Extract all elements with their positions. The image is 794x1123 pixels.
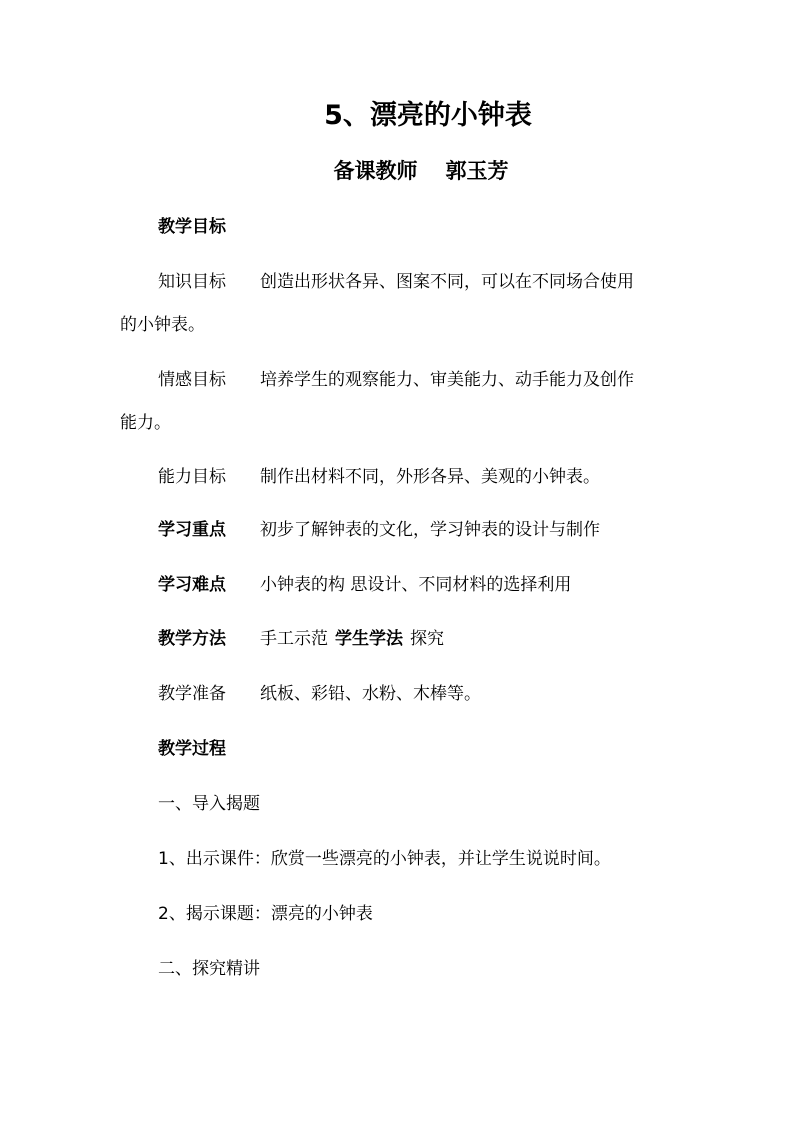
teacher-line bbox=[0, 154, 794, 188]
process-heading: 教学过程 bbox=[158, 739, 226, 759]
ability-goal bbox=[158, 464, 600, 490]
key-points bbox=[158, 517, 600, 543]
ability-goal-label: 能力目标 bbox=[158, 467, 226, 487]
difficulties-text: 小钟表的构 思设计、不同材料的选择利用 bbox=[260, 575, 572, 595]
teaching-prep-text: 纸板、彩铅、水粉、木棒等。 bbox=[260, 684, 481, 704]
goals-heading: 教学目标 bbox=[158, 217, 226, 237]
teaching-prep-label: 教学准备 bbox=[158, 684, 226, 704]
knowledge-goal bbox=[158, 269, 634, 295]
learning-method-label: 学生学法 bbox=[335, 629, 403, 649]
section-explore: 二、探究精讲 bbox=[158, 959, 260, 979]
knowledge-goal-continuation: 的小钟表。 bbox=[120, 315, 205, 335]
emotion-goal-continuation: 能力。 bbox=[120, 413, 171, 433]
learning-method-text: 探究 bbox=[410, 629, 444, 649]
ability-goal-text: 制作出材料不同，外形各异、美观的小钟表。 bbox=[260, 467, 600, 487]
difficulties bbox=[158, 572, 571, 598]
key-points-label: 学习重点 bbox=[158, 520, 226, 540]
difficulties-label: 学习难点 bbox=[158, 575, 226, 595]
teacher-name: 郭玉芳 bbox=[445, 159, 509, 183]
step-2: 2、揭示课题：漂亮的小钟表 bbox=[158, 904, 373, 924]
knowledge-goal-text: 创造出形状各异、图案不同，可以在不同场合使用 bbox=[260, 272, 634, 292]
emotion-goal-text: 培养学生的观察能力、审美能力、动手能力及创作 bbox=[260, 370, 634, 390]
document-title: 5、漂亮的小钟表 bbox=[324, 100, 532, 131]
teaching-method bbox=[158, 626, 444, 652]
teacher-label: 备课教师 bbox=[333, 159, 418, 183]
section-intro: 一、导入揭题 bbox=[158, 794, 260, 814]
teaching-prep bbox=[158, 681, 481, 707]
step-1: 1、出示课件：欣赏一些漂亮的小钟表，并让学生说说时间。 bbox=[158, 849, 611, 869]
key-points-text: 初步了解钟表的文化，学习钟表的设计与制作 bbox=[260, 520, 600, 540]
emotion-goal-label: 情感目标 bbox=[158, 370, 226, 390]
teaching-method-label: 教学方法 bbox=[158, 629, 226, 649]
knowledge-goal-label: 知识目标 bbox=[158, 272, 226, 292]
emotion-goal bbox=[158, 367, 634, 393]
teaching-method-text: 手工示范 bbox=[260, 629, 328, 649]
